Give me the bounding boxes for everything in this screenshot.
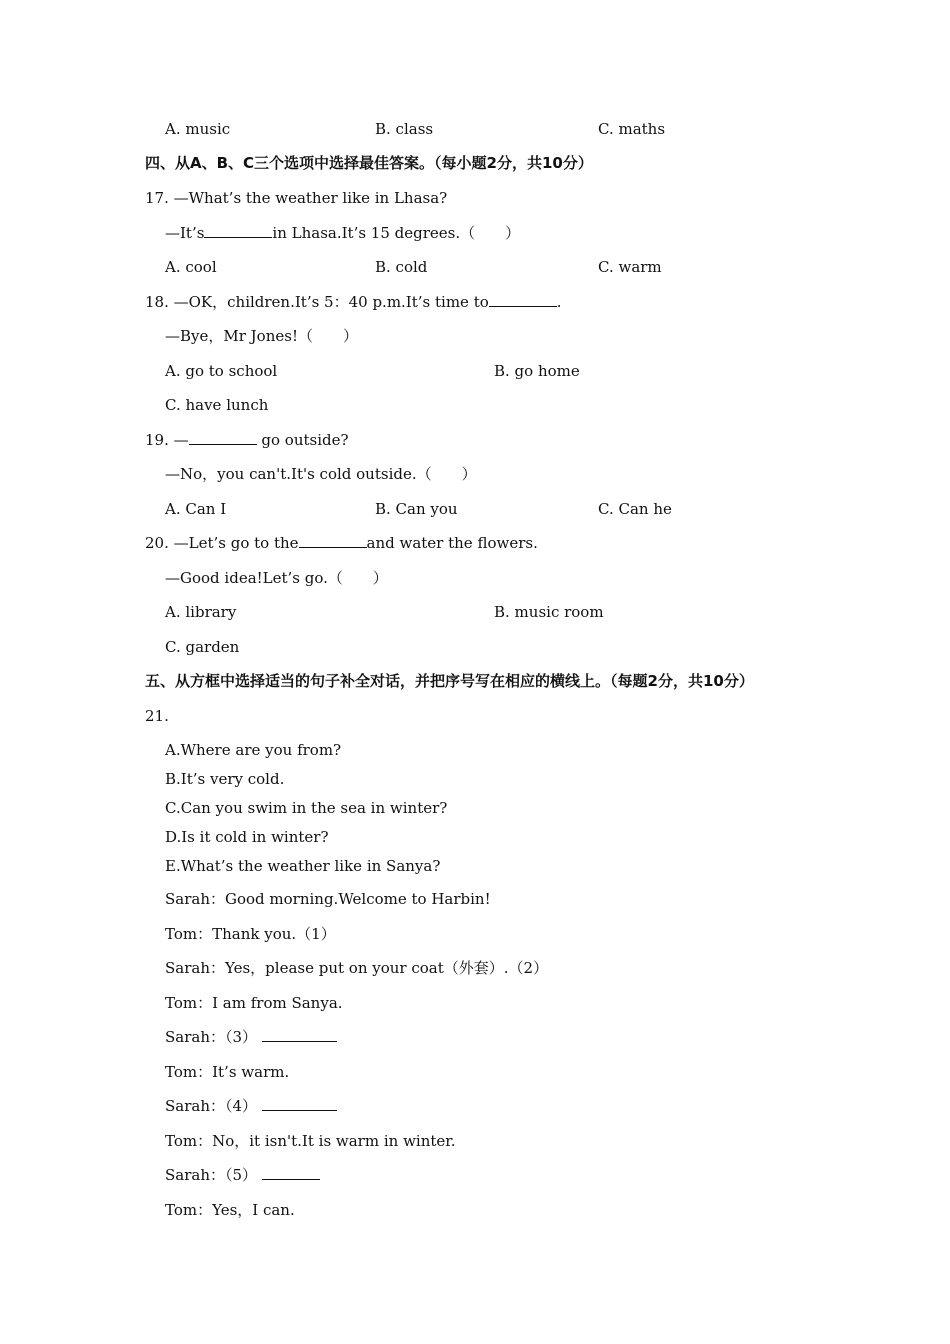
q18-text-post: . (556, 293, 562, 311)
q18-reply: —Bye，Mr Jones!（ ） (165, 327, 358, 345)
q20-option-a: A. library (165, 603, 237, 621)
q17-question: 17. —What’s the weather like in Lhasa? (145, 189, 448, 207)
q18-option-b: B. go home (494, 362, 580, 380)
q17-option-c: C. warm (598, 258, 662, 276)
q20-text-post: and water the flowers. (366, 534, 538, 552)
dialogue-line-6: Tom：It’s warm. (165, 1063, 290, 1081)
section-5-heading: 五、从方框中选择适当的句子补全对话，并把序号写在相应的横线上。（每题2分，共10分） (145, 672, 754, 690)
q19-text-post: go outside? (256, 431, 349, 449)
q16-option-a: A. music (165, 120, 231, 138)
q19-reply: —No，you can't.It's cold outside.（ ） (165, 465, 477, 483)
q17-option-b: B. cold (375, 258, 428, 276)
q17-text-post: in Lhasa.It’s 15 degrees.（ ） (272, 224, 521, 242)
q17-text-pre: —It’s (165, 224, 205, 242)
blank-5 (262, 1165, 320, 1180)
q18-blank (489, 292, 557, 307)
dialogue-line-1: Sarah：Good morning.Welcome to Harbin! (165, 890, 491, 908)
dialogue-line-10: Tom：Yes，I can. (165, 1201, 295, 1219)
dialogue-line-9-text: Sarah：（5） (165, 1166, 258, 1184)
q16-option-b: B. class (375, 120, 434, 138)
dialogue-line-5-text: Sarah：（3） (165, 1028, 258, 1046)
q20-question (145, 533, 538, 553)
q19-option-c: C. Can he (598, 500, 672, 518)
q19-option-a: A. Can I (165, 500, 227, 518)
q20-option-b: B. music room (494, 603, 604, 621)
section-4-heading: 四、从A、B、C三个选项中选择最佳答案。（每小题2分，共10分） (145, 154, 593, 172)
dialogue-line-3: Sarah：Yes，please put on your coat（外套）.（2） (165, 959, 549, 977)
q21-choice-a: A.Where are you from? (165, 741, 342, 759)
q18-option-a: A. go to school (165, 362, 278, 380)
q19-blank (189, 430, 257, 445)
blank-3 (262, 1027, 337, 1042)
q18-text-pre: 18. —OK，children.It’s 5：40 p.m.It’s time to (145, 293, 489, 311)
q19-option-b: B. Can you (375, 500, 458, 518)
dialogue-line-7-text: Sarah：（4） (165, 1097, 258, 1115)
q21-number: 21. (145, 707, 169, 725)
q17-blank (204, 223, 272, 238)
dialogue-line-2: Tom：Thank you.（1） (165, 925, 336, 943)
dialogue-line-4: Tom：I am from Sanya. (165, 994, 343, 1012)
q18-option-c: C. have lunch (165, 396, 269, 414)
q18-question (145, 292, 562, 312)
q21-choice-e: E.What’s the weather like in Sanya? (165, 857, 441, 875)
q19-question (145, 430, 349, 450)
q20-text-pre: 20. —Let’s go to the (145, 534, 299, 552)
q21-choice-b: B.It’s very cold. (165, 770, 285, 788)
q21-choice-d: D.Is it cold in winter? (165, 828, 329, 846)
q17-answer-line (165, 223, 520, 243)
q19-text-pre: 19. — (145, 431, 189, 449)
q20-reply: —Good idea!Let’s go.（ ） (165, 569, 388, 587)
dialogue-line-7 (165, 1096, 337, 1116)
q20-option-c: C. garden (165, 638, 240, 656)
dialogue-line-5 (165, 1027, 337, 1047)
blank-4 (262, 1096, 337, 1111)
dialogue-line-9 (165, 1165, 320, 1185)
q21-choice-c: C.Can you swim in the sea in winter? (165, 799, 448, 817)
q17-option-a: A. cool (165, 258, 217, 276)
q16-option-c: C. maths (598, 120, 666, 138)
dialogue-line-8: Tom：No，it isn't.It is warm in winter. (165, 1132, 456, 1150)
q20-blank (299, 533, 367, 548)
